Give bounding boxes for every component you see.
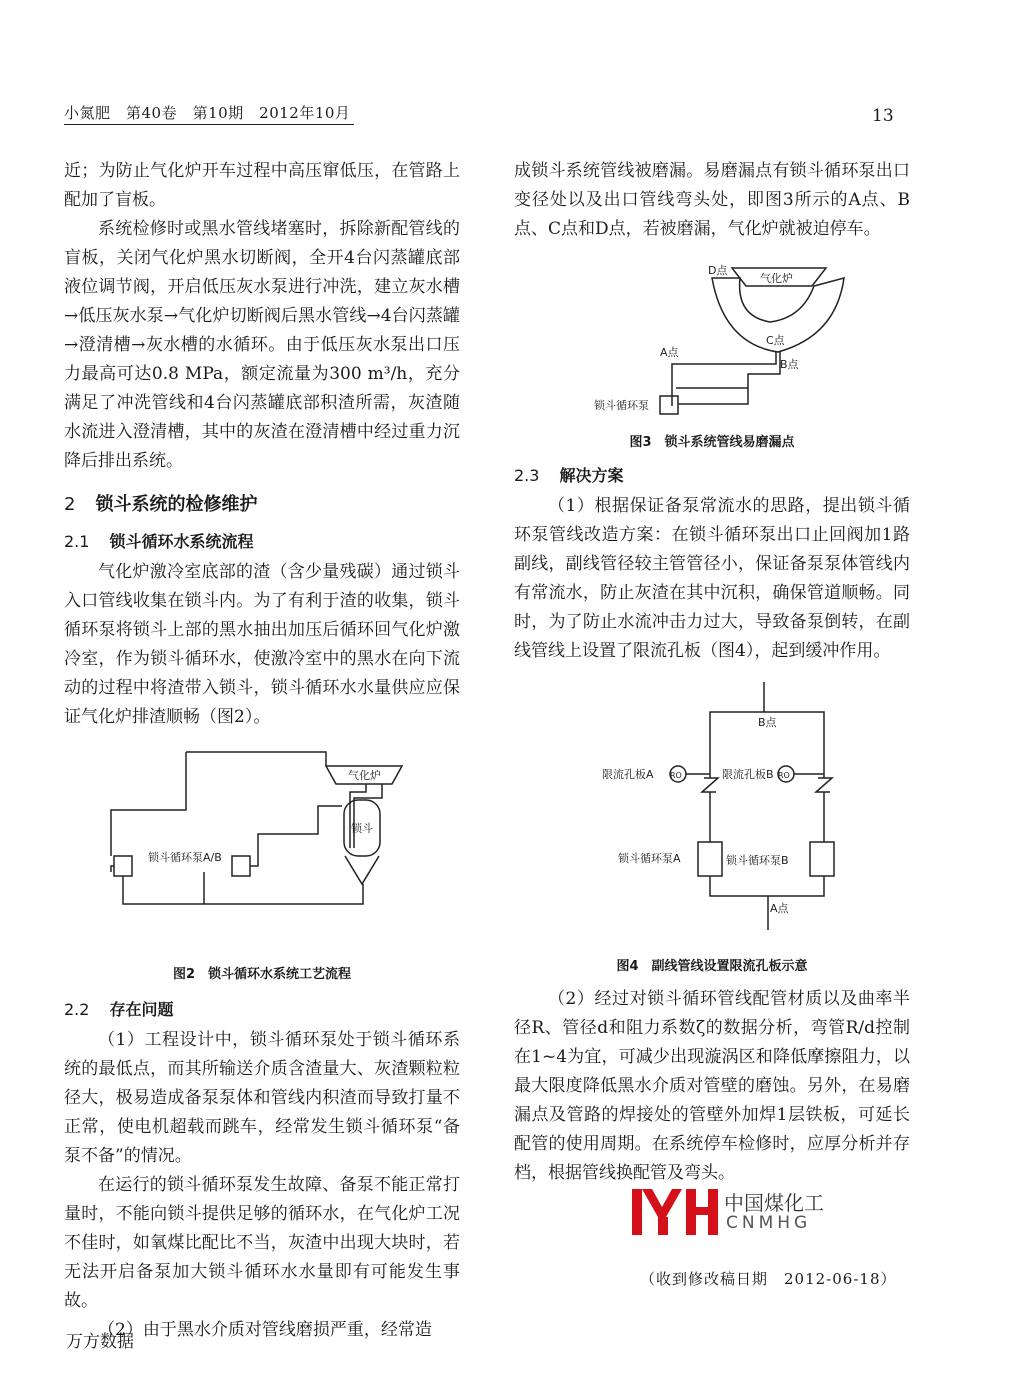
subsection-heading: [514, 461, 910, 490]
fig4-ro-a-label: 限流孔板A: [602, 768, 654, 781]
cnmhg-logo-icon: [630, 1183, 720, 1241]
fig3-d-label: D点: [708, 264, 728, 277]
logo-english-text: CNMHG: [726, 1213, 812, 1233]
paragraph: [514, 985, 910, 1188]
received-date: （收到修改稿日期 2012-06-18）: [640, 1270, 897, 1288]
fig3-b-label: B点: [780, 358, 799, 371]
running-header: 小氮肥 第40卷 第10期 2012年10月: [64, 104, 351, 122]
subsection-heading: [64, 527, 460, 556]
paragraph: 在运行的锁斗循环泵发生故障、备泵不能正常打量时，不能向锁斗提供足够的循环水，在气化炉工况不佳时，如氧煤比配比不当，灰渣中出现大块时，若无法开启备泵加大锁斗循环水水量即有可能发生事故。: [64, 1175, 460, 1311]
left-column: [64, 157, 460, 1345]
paragraph-text-end: 换配管及弯头。: [616, 1163, 735, 1183]
footer-source: 万方数据: [66, 1332, 134, 1352]
figure-3-diagram: [514, 256, 910, 426]
right-column: [514, 157, 910, 1188]
paragraph: 近；为防止气化炉开车过程中高压窜低压，在管路上配加了盲板。: [64, 161, 460, 210]
fig4-ro-a-mark: RO: [670, 771, 682, 780]
subsection-title: 存在问题: [109, 1000, 174, 1019]
paragraph: 成锁斗系统管线被磨漏。易磨漏点有锁斗循环泵出口变径处以及出口管线弯头处，即图3所示的A点、B点、C点和D点，若被磨漏，气化炉就被迫停车。: [514, 161, 910, 239]
paragraph: 系统检修时或黑水管线堵塞时，拆除新配管线的盲板，关闭气化炉黑水切断阀，全开4台闪蒸罐底部液位调节阀，开启低压灰水泵进行冲洗，建立灰水槽→低压灰水泵→气化炉切断阀后黑水管线→4台闪蒸罐→澄清槽→灰水槽的水循环。由于低压灰水泵出口压力最高可达0.8 MPa，额定流量为300 m³/h，充分满足了冲洗管线和4台闪蒸罐底部积渣所需，灰渣随水流进入澄清槽，其中的灰渣在澄清槽中经过重力沉降后排出系统。: [64, 219, 460, 471]
section-title: 锁斗系统的检修维护: [95, 494, 258, 515]
logo-chinese-text: 中国煤化工: [724, 1191, 824, 1215]
figure-2-diagram: [64, 736, 460, 958]
cnmhg-watermark-logo: [630, 1183, 870, 1241]
figure-4-diagram: [514, 682, 910, 948]
section-heading: [64, 490, 460, 519]
fig2-gasifier-label: 气化炉: [348, 769, 381, 782]
paragraph-text: （2）经过对锁斗循环管线配管材质以及曲率半径R、管径d和阻力系数ζ的数据分析，弯管R/d控制在1~4为宜，可减少出现漩涡区和降低摩擦阻力，以最大限度降低黑水介质对管壁的磨蚀。另外，在易磨漏点及管路的焊接处的管壁外加焊1层铁板，可延长配管的使用周期。在系统停车检修时，应: [514, 989, 910, 1154]
section-number: 2: [64, 494, 76, 515]
subsection-number: 2.1: [64, 532, 90, 551]
figure-2-caption: 图2 锁斗循环水系统工艺流程: [172, 967, 352, 982]
paragraph-text-cont: 厚分析并存档，根据管线: [514, 1134, 911, 1183]
page-number: 13: [872, 106, 894, 126]
header-rule: [64, 124, 354, 125]
fig4-ro-b-label: 限流孔板B: [722, 768, 774, 781]
subsection-number: 2.2: [64, 1000, 90, 1019]
fig3-c-label: C点: [766, 334, 785, 347]
fig3-gasifier-label: 气化炉: [760, 272, 793, 285]
subsection-number: 2.3: [514, 466, 540, 485]
paragraph: （2）由于黑水介质对管线磨损严重，经常造: [98, 1320, 432, 1340]
fig4-pump-a-label: 锁斗循环泵A: [618, 852, 681, 865]
fig3-a-label: A点: [660, 346, 679, 359]
fig4-ro-b-mark: RO: [778, 771, 790, 780]
figure-4-caption: 图4 副线管线设置限流孔板示意: [616, 959, 808, 974]
subsection-heading: [64, 995, 460, 1024]
figure-3-caption: 图3 锁斗系统管线易磨漏点: [629, 435, 795, 450]
paragraph: 气化炉激冷室底部的渣（含少量残碳）通过锁斗入口管线收集在锁斗内。为了有利于渣的收集，锁斗循环泵将锁斗上部的黑水抽出加压后循环回气化炉激冷室，作为锁斗循环水，使激冷室中的黑水在向下流动的过程中将渣带入锁斗，锁斗循环水水量供应应保证气化炉排渣顺畅（图2）。: [64, 562, 460, 727]
subsection-title: 锁斗循环水系统流程: [109, 532, 254, 551]
fig2-pump-label: 锁斗循环泵A/B: [148, 851, 222, 864]
fig3-pump-label: 锁斗循环泵: [594, 399, 649, 412]
paragraph: （1）工程设计中，锁斗循环泵处于锁斗循环系统的最低点，而其所输送介质含渣量大、灰渣颗粒粒径大，极易造成备泵泵体和管线内积渣而导致打量不正常，使电机超载而跳车，经常发生锁斗循环泵“备泵不备”的情况。: [64, 1030, 460, 1166]
fig4-pump-b-label: 锁斗循环泵B: [726, 854, 789, 867]
paragraph: （1）根据保证备泵常流水的思路，提出锁斗循环泵管线改造方案：在锁斗循环泵出口止回阀加1路副线，副线管径较主管管径小，保证备泵泵体管线内有常流水，防止灰渣在其中沉积，确保管道顺畅。同时，为了防止水流冲击力过大，导致备泵倒转，在副线管线上设置了限流孔板（图4），起到缓冲作用。: [514, 496, 910, 661]
fig2-lockhopper-label: 锁斗: [351, 822, 373, 835]
fig4-a-label: A点: [770, 902, 789, 915]
subsection-title: 解决方案: [559, 466, 624, 485]
fig4-b-label: B点: [758, 716, 777, 729]
